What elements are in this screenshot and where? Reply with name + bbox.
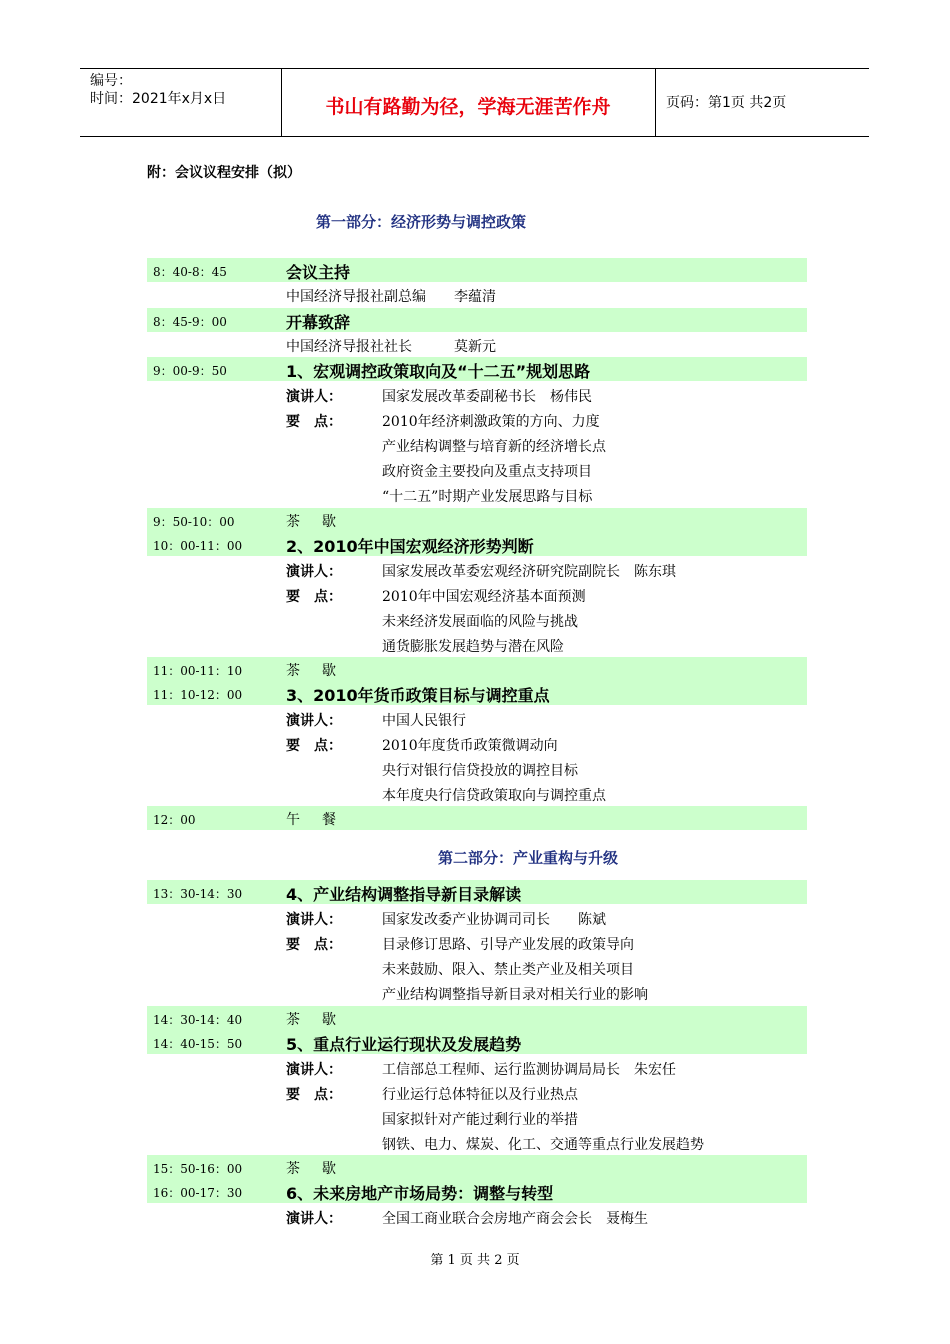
point-s1-3: 政府资金主要投向及重点支持项目 (382, 464, 592, 480)
points-label-s3: 要 点： (286, 738, 342, 754)
time-b2: 11：00-11：10 (153, 664, 243, 678)
band-host (147, 258, 807, 282)
date-label: 时间：2021年x月x日 (90, 91, 227, 107)
speaker-label-s6: 演讲人： (286, 1211, 342, 1227)
point-s3-1: 2010年度货币政策微调动向 (382, 738, 558, 754)
point-s2-1: 2010年中国宏观经济基本面预测 (382, 589, 586, 605)
point-s3-2: 央行对银行信贷投放的调控目标 (382, 763, 578, 779)
point-s5-3: 钢铁、电力、煤炭、化工、交通等重点行业发展趋势 (382, 1137, 704, 1153)
points-label-s1: 要 点： (286, 414, 342, 430)
motto: 书山有路勤为径，学海无涯苦作舟 (325, 96, 611, 118)
lunch-label: 午 餐 (286, 812, 340, 828)
host-person: 中国经济导报社副总编 李蕴清 (286, 289, 496, 305)
point-s5-2: 国家拟针对产能过剩行业的举措 (382, 1112, 578, 1128)
point-s1-4: “十二五”时期产业发展思路与目标 (382, 489, 593, 505)
time-s2: 10：00-11：00 (153, 539, 243, 553)
band-lunch (147, 806, 807, 830)
point-s2-3: 通货膨胀发展趋势与潜在风险 (382, 639, 564, 655)
time-s6: 16：00-17：30 (153, 1186, 243, 1200)
band-b2 (147, 657, 807, 681)
number-label: 编号： (90, 73, 132, 89)
title-s5: 5、重点行业运行现状及发展趋势 (286, 1035, 522, 1054)
title-s1: 1、宏观调控政策取向及“十二五”规划思路 (286, 362, 591, 381)
time-lunch: 12：00 (153, 813, 196, 827)
speaker-label-s4: 演讲人： (286, 912, 342, 928)
appendix-title: 附：会议议程安排（拟） (147, 165, 301, 181)
title-s2: 2、2010年中国宏观经济形势判断 (286, 537, 534, 556)
part1-title: 第一部分：经济形势与调控政策 (316, 213, 527, 231)
point-s5-1: 行业运行总体特征以及行业热点 (382, 1087, 578, 1103)
speaker-label-s1: 演讲人： (286, 389, 342, 405)
break-b1: 茶 歇 (286, 514, 340, 530)
point-s2-2: 未来经济发展面临的风险与挑战 (382, 614, 578, 630)
time-host: 8：40-8：45 (153, 265, 227, 279)
page-info: 页码：第1页 共2页 (666, 95, 787, 111)
point-s4-2: 未来鼓励、限入、禁止类产业及相关项目 (382, 962, 634, 978)
speaker-s4: 国家发改委产业协调司司长 陈斌 (382, 912, 606, 928)
point-s3-3: 本年度央行信贷政策取向与调控重点 (382, 788, 606, 804)
time-s4: 13：30-14：30 (153, 887, 243, 901)
header-left-cell (80, 69, 282, 136)
speaker-s6: 全国工商业联合会房地产商会会长 聂梅生 (382, 1211, 648, 1227)
point-s1-1: 2010年经济刺激政策的方向、力度 (382, 414, 600, 430)
band-opening (147, 308, 807, 332)
point-s4-3: 产业结构调整指导新目录对相关行业的影响 (382, 987, 648, 1003)
header-motto-cell (282, 69, 654, 136)
points-label-s5: 要 点： (286, 1087, 342, 1103)
part2-title: 第二部分：产业重构与升级 (438, 849, 619, 867)
time-s3: 11：10-12：00 (153, 688, 243, 702)
break-b4: 茶 歇 (286, 1161, 340, 1177)
speaker-label-s3: 演讲人： (286, 713, 342, 729)
page-header (80, 68, 869, 137)
points-label-s2: 要 点： (286, 589, 342, 605)
title-s6: 6、未来房地产市场局势：调整与转型 (286, 1184, 554, 1203)
band-b1 (147, 508, 807, 532)
title-s4: 4、产业结构调整指导新目录解读 (286, 885, 522, 904)
time-b1: 9：50-10：00 (153, 515, 235, 529)
break-b3: 茶 歇 (286, 1012, 340, 1028)
band-b3 (147, 1006, 807, 1030)
speaker-label-s5: 演讲人： (286, 1062, 342, 1078)
title-opening: 开幕致辞 (286, 313, 351, 332)
break-b2: 茶 歇 (286, 663, 340, 679)
speaker-label-s2: 演讲人： (286, 564, 342, 580)
title-s3: 3、2010年货币政策目标与调控重点 (286, 686, 550, 705)
speaker-s2: 国家发展改革委宏观经济研究院副院长 陈东琪 (382, 564, 676, 580)
title-host: 会议主持 (286, 263, 351, 282)
time-opening: 8：45-9：00 (153, 315, 227, 329)
speaker-s5: 工信部总工程师、运行监测协调局局长 朱宏任 (382, 1062, 676, 1078)
opening-person: 中国经济导报社社长 莫新元 (286, 339, 496, 355)
point-s1-2: 产业结构调整与培育新的经济增长点 (382, 439, 606, 455)
speaker-s1: 国家发展改革委副秘书长 杨伟民 (382, 389, 592, 405)
point-s4-1: 目录修订思路、引导产业发展的政策导向 (382, 937, 634, 953)
speaker-s3: 中国人民银行 (382, 713, 466, 729)
page-footer: 第 1 页 共 2 页 (430, 1253, 520, 1268)
points-label-s4: 要 点： (286, 937, 342, 953)
band-b4 (147, 1155, 807, 1179)
time-b4: 15：50-16：00 (153, 1162, 243, 1176)
header-right-cell (655, 69, 869, 136)
time-s1: 9：00-9：50 (153, 364, 227, 378)
time-s5: 14：40-15：50 (153, 1037, 243, 1051)
time-b3: 14：30-14：40 (153, 1013, 243, 1027)
